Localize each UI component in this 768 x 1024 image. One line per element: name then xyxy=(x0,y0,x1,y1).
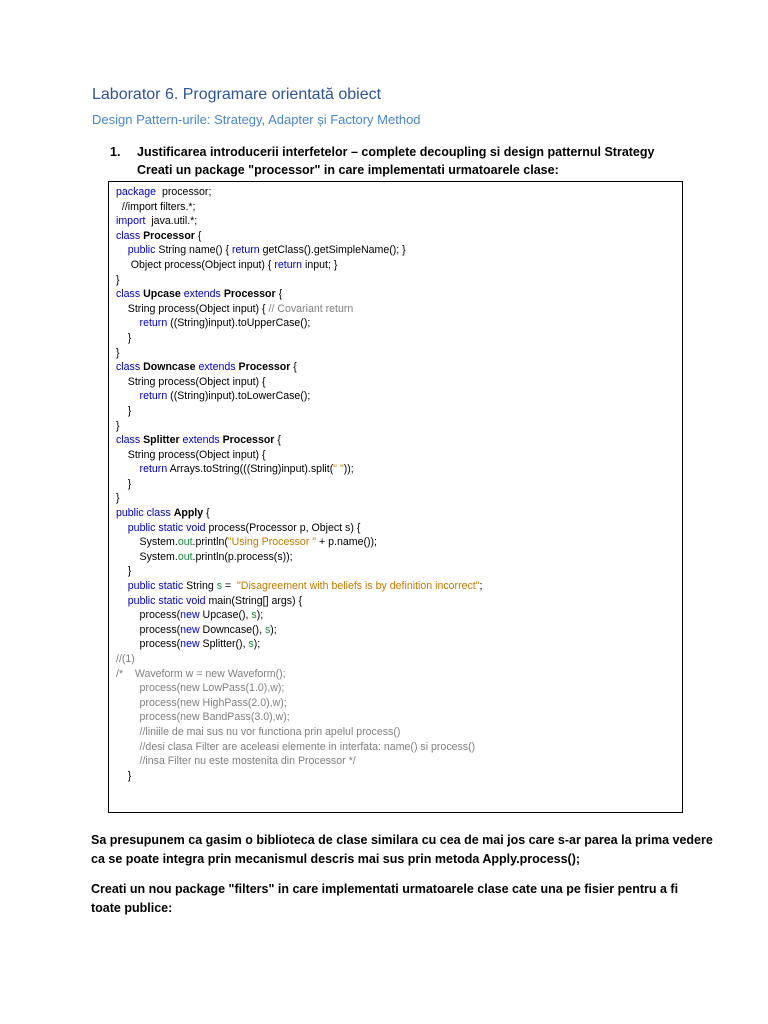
code-line xyxy=(116,258,482,273)
code-token: //desi clasa Filter are aceleasi elemente in interfata: name() si process() xyxy=(116,740,476,753)
code-token: main(String[] args) { xyxy=(205,594,303,607)
code-line xyxy=(116,477,482,492)
code-line xyxy=(116,214,482,229)
code-token: getClass().getSimpleName(); } xyxy=(259,244,406,257)
code-token xyxy=(116,522,128,534)
code-token: process(new BandPass(3.0),w); xyxy=(116,711,290,724)
paragraph-1-line-2: ca se poate integra prin mecanismul descris mai sus prin metoda Apply.process(); xyxy=(91,852,581,866)
code-token: process(new HighPass(2.0),w); xyxy=(116,696,287,709)
code-line xyxy=(116,754,482,769)
code-token: s xyxy=(248,638,254,651)
code-line xyxy=(116,229,482,244)
code-token: s xyxy=(264,623,271,636)
code-token: out xyxy=(177,550,193,563)
code-listing xyxy=(116,185,482,783)
code-line xyxy=(116,769,482,784)
code-token: { xyxy=(275,288,283,301)
code-token: } xyxy=(116,273,120,286)
code-token: /* Waveform w = new Waveform(); xyxy=(116,667,286,680)
code-line xyxy=(116,550,482,565)
code-token: } xyxy=(116,492,120,505)
code-token: process(Processor p, Object s) { xyxy=(205,521,361,534)
code-token: Processor xyxy=(238,361,291,374)
code-line xyxy=(116,594,482,609)
code-line xyxy=(116,725,482,740)
code-token: public static xyxy=(127,580,184,593)
code-line xyxy=(116,667,482,682)
code-line xyxy=(116,273,482,288)
code-token: } xyxy=(116,346,120,359)
code-token: extends xyxy=(182,434,220,447)
code-token: //(1) xyxy=(116,653,135,665)
code-line xyxy=(116,681,482,696)
code-line xyxy=(116,404,482,419)
code-token: ); xyxy=(256,609,264,622)
code-token: } xyxy=(116,419,120,432)
code-line xyxy=(116,637,482,652)
code-token: = xyxy=(222,580,238,593)
code-token: process( xyxy=(116,623,181,636)
code-token: return xyxy=(139,390,168,403)
code-token: s xyxy=(216,580,222,593)
paragraph-1-line-1: Sa presupunem ca gasim o biblioteca de clase similara cu cea de mai jos care s-ar parea la prima vedere xyxy=(91,833,713,847)
document-title: Laborator 6. Programare orientată obiect xyxy=(92,86,382,103)
code-block xyxy=(108,181,683,813)
code-token: { xyxy=(203,507,210,520)
code-token: System. xyxy=(116,536,178,549)
code-line xyxy=(116,623,482,638)
code-token: return xyxy=(274,258,303,271)
code-line xyxy=(116,696,482,711)
code-token: { xyxy=(290,361,297,374)
code-token: class xyxy=(116,288,141,301)
code-token xyxy=(116,595,128,607)
code-token: ; xyxy=(479,580,483,593)
code-token: String process(Object input) { xyxy=(116,448,266,461)
code-line xyxy=(116,389,482,404)
code-token: import xyxy=(116,215,146,228)
code-line xyxy=(116,419,482,434)
code-token: class xyxy=(116,434,141,447)
code-token: Downcase xyxy=(143,361,196,374)
code-line xyxy=(116,710,482,725)
code-token xyxy=(116,463,140,475)
code-token: .println(p.process(s)); xyxy=(192,550,293,563)
code-token: package xyxy=(116,186,157,198)
code-line xyxy=(116,535,482,550)
code-token: } xyxy=(116,477,132,490)
code-token: process( xyxy=(116,638,181,651)
code-token: Upcase xyxy=(143,288,181,301)
code-token: return xyxy=(232,244,260,257)
code-token: s xyxy=(251,609,257,622)
code-line xyxy=(116,462,482,477)
code-token: out xyxy=(177,536,193,549)
code-line xyxy=(116,200,482,215)
code-token: String name() { xyxy=(155,244,233,257)
code-token: return xyxy=(139,463,168,476)
code-line xyxy=(116,287,482,302)
code-token: } xyxy=(116,769,132,782)
code-token: ((String)input).toLowerCase(); xyxy=(167,390,311,403)
code-token: { xyxy=(194,229,202,242)
code-token: public class xyxy=(116,507,171,520)
code-token: System. xyxy=(116,550,178,563)
paragraph-2-line-1: Creati un nou package "filters" in care implementati urmatoarele clase cate una pe fisier pentru a fi xyxy=(91,882,679,896)
code-token xyxy=(116,580,128,592)
code-token: Splitter xyxy=(143,434,180,447)
code-token: String process(Object input) { xyxy=(116,302,269,315)
code-token: } xyxy=(116,565,132,578)
code-token: Processor xyxy=(222,434,275,447)
code-token: return xyxy=(139,317,168,330)
code-token: //liniile de mai sus nu vor functiona prin apelul process() xyxy=(116,725,401,738)
code-token: class xyxy=(116,229,141,242)
section-heading-line1: Justificarea introducerii interfetelor – complete decoupling si design patternul Strategy xyxy=(137,145,655,159)
list-item-number: 1. xyxy=(110,145,121,159)
code-token: ); xyxy=(253,638,261,651)
code-token: "Disagreement with beliefs is by definition incorrect" xyxy=(237,580,480,593)
code-line xyxy=(116,331,482,346)
code-token: extends xyxy=(198,361,236,374)
code-token: new xyxy=(180,638,200,651)
code-token: "Using Processor " xyxy=(227,536,317,549)
code-token xyxy=(116,317,140,329)
code-token: Object process(Object input) { xyxy=(116,258,275,271)
code-token: ); xyxy=(270,623,277,636)
code-token: public static void xyxy=(127,521,206,534)
code-token: new xyxy=(180,609,200,622)
code-token: Processor xyxy=(143,229,195,242)
code-line xyxy=(116,491,482,506)
code-line xyxy=(116,740,482,755)
code-token: } xyxy=(116,331,132,344)
code-line xyxy=(116,433,482,448)
code-line xyxy=(116,579,482,594)
code-token: processor; xyxy=(156,186,212,198)
code-line xyxy=(116,448,482,463)
code-token: } xyxy=(116,404,132,417)
code-line xyxy=(116,652,482,667)
code-token: //import filters.*; xyxy=(116,200,196,213)
code-token: Downcase(), xyxy=(199,623,265,636)
code-token: .println( xyxy=(192,536,228,549)
code-token: + p.name()); xyxy=(316,536,377,549)
code-token: { xyxy=(274,434,281,447)
code-line xyxy=(116,360,482,375)
code-token: Upcase(), xyxy=(199,609,252,622)
code-line xyxy=(116,243,482,258)
code-token: extends xyxy=(183,288,221,301)
code-token xyxy=(116,390,140,402)
code-token: public xyxy=(127,244,156,257)
code-token: Splitter(), xyxy=(199,638,249,651)
code-token: process(new LowPass(1.0),w); xyxy=(116,682,285,695)
code-token: java.util.*; xyxy=(145,215,198,228)
code-token: // Covariant return xyxy=(268,302,354,315)
code-line xyxy=(116,608,482,623)
code-line xyxy=(116,564,482,579)
code-line xyxy=(116,506,482,521)
code-token: ((String)input).toUpperCase(); xyxy=(167,317,311,330)
code-token: input; } xyxy=(302,258,338,271)
code-line xyxy=(116,346,482,361)
code-token: String process(Object input) { xyxy=(116,375,266,388)
code-token: process( xyxy=(116,609,181,622)
paragraph-2-line-2: toate publice: xyxy=(91,901,173,915)
code-token: Arrays.toString(((String)input).split( xyxy=(167,463,334,476)
code-line xyxy=(116,375,482,390)
code-line xyxy=(116,185,482,200)
code-token: String xyxy=(183,580,217,593)
code-token xyxy=(116,244,128,256)
code-line xyxy=(116,302,482,317)
code-token: Processor xyxy=(223,288,276,301)
code-token: public static void xyxy=(127,594,206,607)
code-token: Apply xyxy=(173,507,204,520)
code-line xyxy=(116,521,482,536)
code-token: " " xyxy=(333,463,344,476)
code-token: class xyxy=(116,361,141,374)
section-heading-line2: Creati un package "processor" in care implementati urmatoarele clase: xyxy=(137,163,559,177)
code-token: )); xyxy=(343,463,354,476)
document-subtitle: Design Pattern-urile: Strategy, Adapter și Factory Method xyxy=(92,112,421,127)
code-token: new xyxy=(180,623,200,636)
code-token: //insa Filter nu este mostenita din Processor */ xyxy=(116,755,356,768)
code-line xyxy=(116,316,482,331)
